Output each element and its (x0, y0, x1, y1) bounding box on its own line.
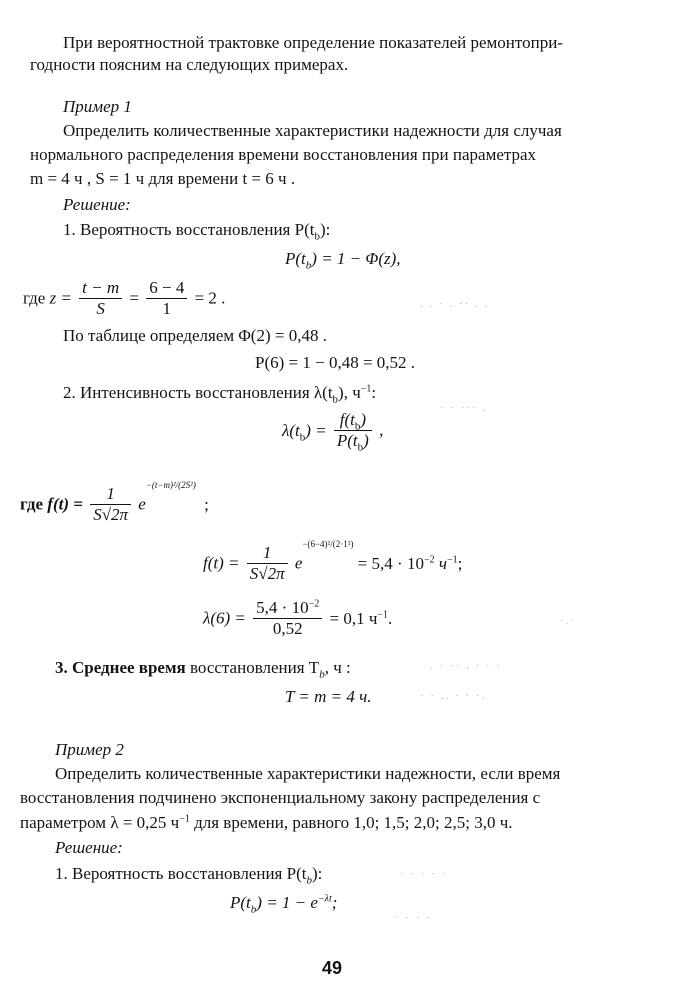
lambda6-num-exp: −2 (308, 598, 320, 610)
f-calc-result (358, 554, 463, 573)
lambda6-num (253, 598, 322, 619)
scan-noise: ·.· (560, 615, 577, 627)
f-den: S√2π (93, 505, 129, 524)
subscript-b: b (357, 441, 364, 454)
f-calc-fraction (247, 543, 288, 584)
f-calc-exponent: −(6−4)²/(2·1²) (302, 539, 354, 550)
subscript-b: b (306, 874, 312, 887)
step-3-subscript: b (319, 668, 325, 681)
formula-p: P(t (285, 249, 306, 268)
example-1-task-line-2: нормального распределения времени восстановления при параметрах (30, 145, 537, 164)
lambda6-fraction (253, 598, 322, 639)
z-fraction-2 (146, 278, 187, 319)
z-den-2: 1 (162, 299, 172, 318)
subscript-b: b (305, 259, 312, 272)
example-1-step-1 (63, 220, 331, 243)
subscript-b: b (332, 393, 339, 406)
z-num-1: t − m (79, 278, 122, 299)
scan-noise: · · · · (395, 912, 432, 924)
step-1-tail: ): (319, 220, 331, 239)
z-num-2: 6 − 4 (146, 278, 187, 299)
example-2-solution-label: Решение: (55, 838, 123, 857)
subscript-b: b (299, 430, 306, 443)
f-definition (20, 480, 209, 532)
task-line-3-exp: −1 (179, 813, 190, 825)
lambda-den (334, 431, 372, 454)
example-1-step-3 (55, 658, 351, 681)
intro-line-2: годности поясним на следующих примерах. (30, 55, 349, 74)
z-result: = 2 . (194, 288, 226, 308)
example-1-solution-label: Решение: (63, 195, 131, 214)
f-calc-result-text: = 5,4 · 10 (357, 553, 424, 573)
example-1-task-line-1: Определить количественные характеристики надежности для случая (63, 121, 562, 140)
f-calculation (203, 539, 463, 591)
formula-tail: ) = 1 − Φ(z), (311, 249, 401, 268)
step-3-text: восстановления T (185, 658, 320, 677)
subscript-b: b (354, 420, 361, 433)
f-e: e (138, 494, 146, 514)
lambda-formula (282, 410, 383, 460)
ex2-formula-text: P(t (230, 893, 251, 912)
step-2-tail: ), ч (338, 383, 361, 402)
example-1-step-2 (63, 383, 377, 406)
scan-noise: · · ··· . (440, 402, 488, 414)
f-semicolon: ; (204, 494, 209, 514)
f-where-label: где (20, 494, 44, 514)
lambda-lhs-text: λ(t (282, 420, 300, 440)
lambda6-unit-exp: −1 (377, 608, 389, 620)
example-2-task-line-3 (20, 813, 513, 833)
lambda6-lhs: λ(6) = (203, 608, 246, 628)
step-3-bold: 3. Среднее время (55, 658, 186, 677)
subscript-b: b (314, 230, 320, 243)
f-exponent: −(t−m)²/(2S²) (145, 480, 196, 491)
example-1-step-1-formula (285, 249, 401, 272)
lambda6-end: . (388, 608, 393, 628)
example-2-title: Пример 2 (55, 740, 124, 759)
f-calc-lhs: f(t) = (203, 553, 240, 573)
f-fraction (90, 484, 131, 525)
step-2-exp: −1 (360, 383, 372, 395)
example-2-task-line-1: Определить количественные характеристики надежности, если время (55, 764, 561, 783)
f-calc-den: S√2π (249, 564, 285, 583)
page-number: 49 (322, 958, 343, 978)
where-label: где (23, 288, 46, 308)
subscript-b: b (250, 903, 257, 916)
lambda6-den: 0,52 (272, 619, 303, 638)
ex2-step-1-text: 1. Вероятность восстановления P(t (55, 864, 307, 883)
t-formula: T = m = 4 ч. (285, 687, 372, 706)
f-calc-unit-exp: −1 (446, 553, 458, 565)
lambda6-formula (203, 598, 392, 644)
lambda6-result (329, 609, 392, 628)
lambda-num-close: ) (360, 410, 366, 429)
ex2-formula-tail: ) = 1 − e (256, 893, 318, 912)
scan-noise: · · · · · (400, 868, 448, 880)
lambda-den-close: ) (363, 431, 369, 450)
f-calc-unit: ч (434, 553, 447, 573)
z-eq: = (129, 288, 139, 308)
lambda-num-text: f(t (339, 410, 355, 429)
p6-formula: P(6) = 1 − 0,48 = 0,52 . (255, 353, 416, 372)
step-2-text: 2. Интенсивность восстановления λ(t (63, 383, 333, 402)
example-2-task-line-2: восстановления подчинено экспоненциальному закону распределения с (20, 788, 541, 807)
lambda6-result-text: = 0,1 ч (329, 608, 378, 628)
lambda-lhs (282, 420, 327, 443)
ex2-step-1-tail: ): (311, 864, 323, 883)
lambda-fraction (334, 410, 372, 454)
f-num: 1 (90, 484, 131, 505)
z-lhs: z = (49, 288, 72, 308)
f-calc-end: ; (457, 553, 463, 573)
lambda-lhs-tail: ) = (305, 420, 327, 440)
ex2-formula-exp: −λt (317, 893, 332, 905)
example-1-title: Пример 1 (63, 97, 132, 116)
lambda6-num-text: 5,4 · 10 (256, 598, 309, 617)
z-den-1: S (96, 299, 105, 318)
intro-line-1: При вероятностной трактовке определение показателей ремонтопри- (63, 33, 563, 52)
scan-noise: · · .. · · ·. (420, 690, 487, 702)
table-line: По таблице определяем Φ(2) = 0,48 . (63, 326, 327, 345)
z-formula (23, 278, 225, 322)
lambda-den-text: P(t (336, 431, 358, 450)
task-line-3-tail: для времени, равного 1,0; 1,5; 2,0; 2,5; 3,0 ч. (189, 813, 513, 832)
example-2-formula (230, 893, 338, 916)
step-3-tail: , ч : (324, 658, 351, 677)
f-calc-num: 1 (247, 543, 288, 564)
z-fraction-1 (79, 278, 122, 319)
step-2-colon: : (371, 383, 377, 402)
example-1-task-line-3: m = 4 ч , S = 1 ч для времени t = 6 ч . (30, 169, 296, 188)
ex2-formula-end: ; (331, 893, 338, 912)
lambda-comma: , (379, 420, 384, 440)
task-line-3-text: параметром λ = 0,25 ч (20, 813, 180, 832)
step-1-text: 1. Вероятность восстановления P(t (63, 220, 315, 239)
scan-noise: . . · . ·· . . (420, 298, 490, 310)
lambda-num (334, 410, 372, 431)
f-lhs: f(t) = (47, 494, 83, 514)
scan-noise: . · ·· . · · · (430, 660, 502, 672)
f-calc-power: −2 (423, 553, 435, 565)
example-2-step-1 (55, 864, 323, 887)
f-calc-e: e (294, 553, 303, 573)
